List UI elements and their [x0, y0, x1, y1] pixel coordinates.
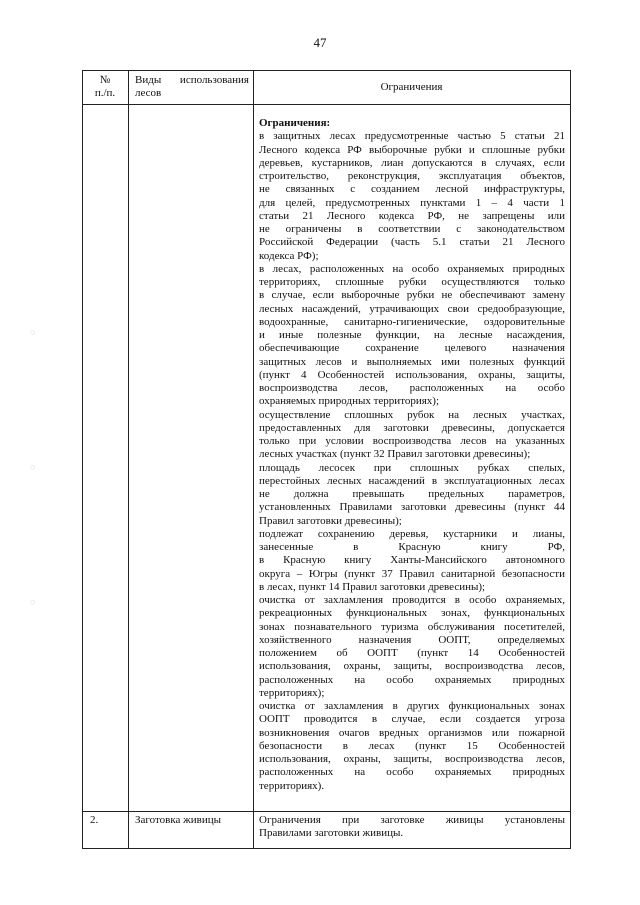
restriction-line: в защитных лесах предусмотренные частью 5 статьи 21	[259, 130, 565, 143]
page-number: 47	[313, 35, 327, 50]
restriction-line: не ограничены в соответствии с законодательством	[259, 223, 565, 235]
restriction-line: Лесного кодекса РФ выборочные рубки и сплошные рубки	[259, 143, 565, 156]
restriction-line: Правил заготовки древесины);	[259, 514, 402, 527]
restriction-line: положением об ООПТ (пункт 14 Особенностей	[259, 647, 565, 659]
restriction-line: хозяйственного назначения ООПТ, определяемых	[259, 633, 565, 646]
restriction-line: и иные полезные функции, на лесные насаждения,	[259, 329, 565, 341]
table-column-divider-1	[128, 70, 129, 849]
binder-hole-mark-3: ◌	[30, 597, 36, 607]
restriction-line: территориях).	[259, 779, 325, 792]
row-2-usage-type: Заготовка живицы	[135, 814, 221, 826]
restriction-line: предоставленных для заготовки древесины, допускается	[259, 421, 565, 434]
restriction-line: Российской Федерации (часть 5.1 статьи 21 Лесного	[259, 236, 565, 249]
table-column-divider-2	[253, 70, 254, 849]
restriction-line: ООПТ проводится в случае, если создается угроза	[259, 713, 565, 726]
table-border-left	[82, 70, 83, 849]
restriction-line: подлежат сохранению деревья, кустарники и лианы,	[259, 527, 565, 540]
restriction-line: водоохранные, санитарно-гигиенические, оздоровительные	[259, 315, 565, 328]
header-divider	[82, 104, 571, 105]
restriction-line: (пункт 4 Особенностей использования, охраны, защиты,	[259, 368, 565, 381]
restriction-line: осуществление сплошных рубок на лесных участках,	[259, 408, 565, 421]
restriction-line: в лесах, расположенных на особо охраняемых природных	[259, 262, 565, 275]
restriction-line: охраняемых природных территориях);	[259, 395, 440, 408]
header-restrictions: Ограничения	[380, 81, 443, 93]
restriction-line: возникновения очагов вредных организмов или пожарной	[259, 726, 565, 739]
restriction-line: строительство, реконструкция, эксплуатация объектов,	[259, 170, 565, 182]
restriction-line: не должна превышать предельных параметров,	[259, 488, 565, 500]
restriction-line: в случае, если выборочные рубки не обеспечивают замену	[259, 289, 565, 302]
restriction-line: расположенных на особо охраняемых природных	[259, 673, 565, 686]
row-1-restrictions-text	[259, 117, 565, 793]
header-number-line-2: п./п.	[94, 87, 116, 99]
header-usage-type-line-1: Виды использования	[135, 74, 249, 86]
restriction-line: территориях);	[259, 686, 325, 699]
restriction-line: занесенные в Красную книгу РФ,	[259, 541, 565, 553]
restriction-line: обеспечивающие сохранение целевого назначения	[259, 342, 565, 355]
restriction-line: воспроизводства лесов, расположенных на особо	[259, 382, 565, 394]
restriction-line: очистка от захламления в других функциональных зонах	[259, 700, 565, 712]
restriction-line: зонах познавательного туризма обслуживания посетителей,	[259, 620, 565, 633]
header-number	[82, 74, 128, 100]
restriction-line: территориях, сплошные рубки осуществляются только	[259, 276, 565, 288]
restriction-line: использования, охраны, защиты, воспроизводства лесов,	[259, 753, 565, 765]
restriction-line: площадь лесосек при сплошных рубках спелых,	[259, 461, 565, 474]
restriction-line: установленных Правилами заготовки древесины (пункт 44	[259, 501, 565, 514]
restriction-line: в лесах, пункт 14 Правил заготовки древесины);	[259, 580, 486, 593]
restriction-line: не связанных с созданием лесной инфраструктуры,	[259, 183, 565, 196]
table-border-bottom	[82, 848, 571, 849]
restrictions-table	[82, 70, 571, 849]
restriction-line: перестойных лесных насаждений в эксплуатационных лесах	[259, 474, 565, 487]
row-2-number: 2.	[90, 814, 99, 826]
row-2-restrictions-text	[259, 814, 565, 841]
restriction-line: защитных лесов и выполняемых ими полезных функций	[259, 355, 565, 368]
restriction-line: округа – Югры (пункт 37 Правил санитарной безопасности	[259, 567, 565, 580]
header-usage-type	[135, 74, 249, 100]
restriction-line: рекреационных функциональных зонах, функциональных	[259, 607, 565, 620]
restriction-line: лесных насаждений, утрачивающих свои средообразующие,	[259, 302, 565, 315]
restriction-line: в Красную книгу Ханты-Мансийского автономного	[259, 554, 565, 567]
header-number-line-1: №	[99, 74, 111, 86]
binder-hole-mark-2: ◌	[30, 462, 36, 472]
restriction-line: Ограничения при заготовке живицы установлены	[259, 814, 565, 826]
binder-hole-mark-1: ◌	[30, 327, 36, 337]
header-usage-type-line-2: лесов	[135, 87, 162, 99]
restriction-line: кодекса РФ);	[259, 249, 319, 262]
restriction-line: только при условии воспроизводства лесов на указанных	[259, 435, 565, 447]
restriction-line: лесных участках (пункт 32 Правил заготовки древесины);	[259, 448, 531, 461]
restriction-line: расположенных на особо охраняемых природных	[259, 766, 565, 779]
restriction-line: безопасности в лесах (пункт 15 Особенностей	[259, 739, 565, 752]
restriction-line: Правилами заготовки живицы.	[259, 827, 404, 840]
restriction-line: статьи 21 Лесного кодекса РФ, не запрещены или	[259, 209, 565, 222]
table-border-right	[570, 70, 571, 849]
restriction-line: использования, охраны, защиты, воспроизводства лесов,	[259, 660, 565, 673]
row-divider	[82, 811, 571, 812]
row-1-restrictions-heading: Ограничения:	[259, 117, 331, 129]
restriction-line: для целей, предусмотренных пунктами 1 – 4 части 1	[259, 196, 565, 209]
table-border-top	[82, 70, 571, 71]
restriction-line: деревьев, кустарников, лиан допускаются в случаях, если	[259, 156, 565, 169]
restriction-line: очистка от захламления проводится в особо охраняемых,	[259, 594, 565, 606]
